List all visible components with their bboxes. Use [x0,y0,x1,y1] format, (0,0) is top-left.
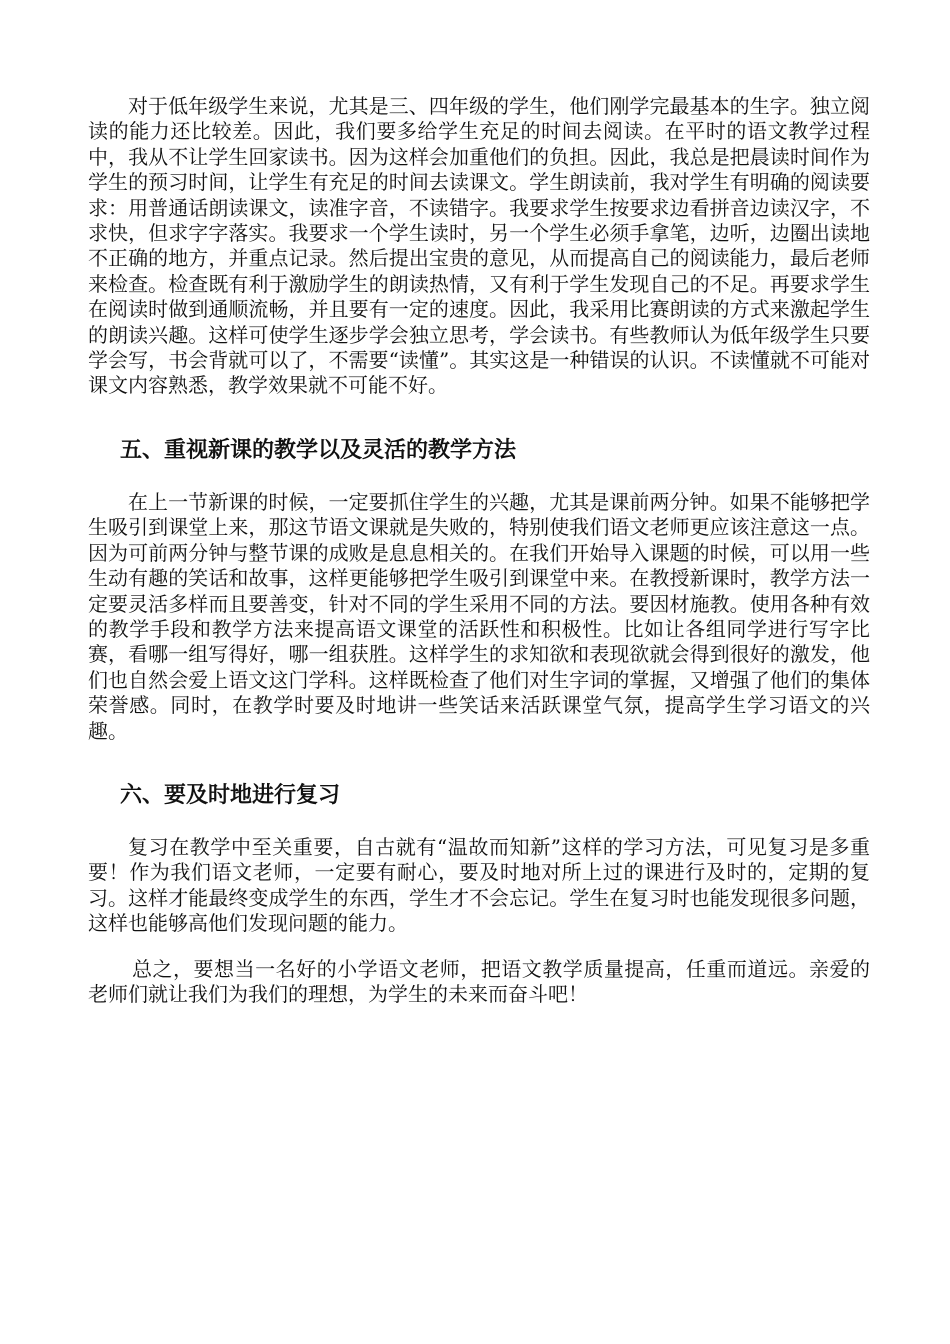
paragraph-conclusion: 总之，要想当一名好的小学语文老师，把语文教学质量提高，任重而道远。亲爱的老师们就让我们为我们的理想，为学生的未来而奋斗吧！ [88,956,870,1006]
section-heading-review: 六、要及时地进行复习 [120,782,341,808]
paragraph-review: 复习在教学中至关重要，自古就有“温故而知新”这样的学习方法，可见复习是多重要！作为我们语文老师，一定要有耐心，要及时地对所上过的课进行及时的，定期的复习。这样才能最终变成学生的东西，学生才不会忘记。学生在复习时也能发现很多问题，这样也能够高他们发现问题的能力。 [88,834,870,936]
paragraph-new-lessons: 在上一节新课的时候，一定要抓住学生的兴趣，尤其是课前两分钟。如果不能够把学生吸引到课堂上来，那这节语文课就是失败的，特别使我们语文老师更应该注意这一点。因为可前两分钟与整节课的成败是息息相关的。在我们开始导入课题的时候，可以用一些生动有趣的笑话和故事，这样更能够把学生吸引到课堂中来。在教授新课时，教学方法一定要灵活多样而且要善变，针对不同的学生采用不同的方法。要因材施教。使用各种有效的教学手段和教学方法来提高语文课堂的活跃性和积极性。比如让各组同学进行写字比赛，看哪一组写得好，哪一组获胜。这样学生的求知欲和表现欲就会得到很好的激发，他们也自然会爱上语文这门学科。这样既检查了他们对生字词的掌握，又增强了他们的集体荣誉感。同时，在教学时要及时地讲一些笑话来活跃课堂气氛，提高学生学习语文的兴趣。 [88,489,870,743]
paragraph-reading-practice: 对于低年级学生来说，尤其是三、四年级的学生，他们刚学完最基本的生字。独立阅读的能力还比较差。因此，我们要多给学生充足的时间去阅读。在平时的语文教学过程中，我从不让学生回家读书。因为这样会加重他们的负担。因此，我总是把晨读时间作为学生的预习时间，让学生有充足的时间去读课文。学生朗读前，我对学生有明确的阅读要求：用普通话朗读课文，读准字音，不读错字。我要求学生按要求边看拼音边读汉字，不求快，但求字字落实。我要求一个学生读时，另一个学生必须手拿笔，边听，边圈出读地不正确的地方，并重点记录。然后提出宝贵的意见，从而提高自己的阅读能力，最后老师来检查。检查既有利于激励学生的朗读热情，又有利于学生发现自己的不足。再要求学生在阅读时做到通顺流畅，并且要有一定的速度。因此，我采用比赛朗读的方式来激起学生的朗读兴趣。这样可使学生逐步学会独立思考，学会读书。有些教师认为低年级学生只要学会写，书会背就可以了，不需要“读懂”。其实这是一种错误的认识。不读懂就不可能对课文内容熟悉，教学效果就不可能不好。 [88,94,870,398]
document-page [88,94,870,1007]
section-heading-new-lessons: 五、重视新课的教学以及灵活的教学方法 [120,437,517,463]
